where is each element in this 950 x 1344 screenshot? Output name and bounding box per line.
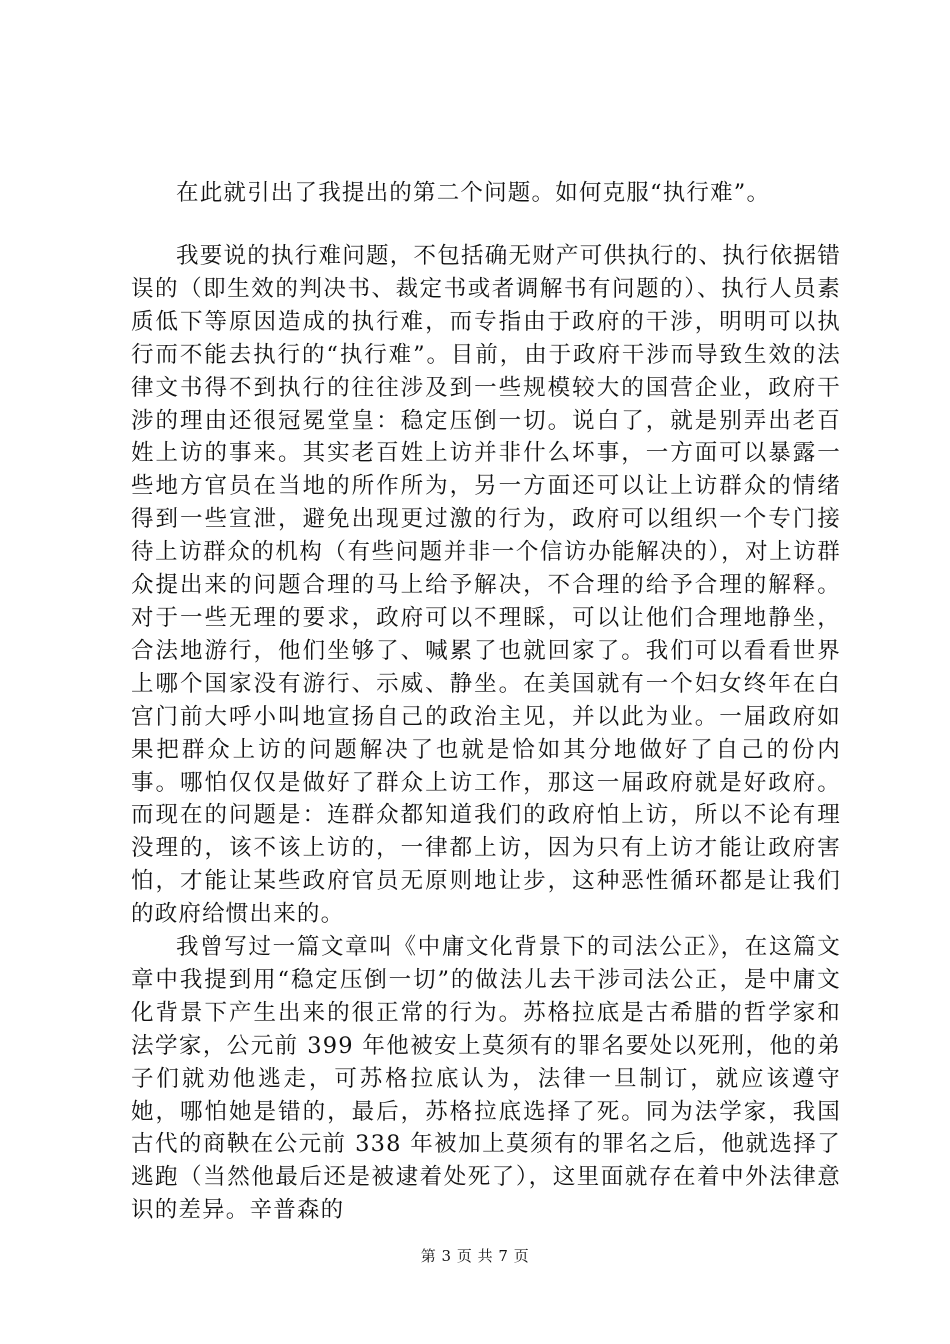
- page-number-label: 第 3 页 共 7 页: [420, 1247, 530, 1265]
- intro-section: [131, 177, 841, 210]
- paragraph-question: 在此就引出了我提出的第二个问题。如何克服“执行难”。: [176, 180, 771, 206]
- paragraph-enforcement: 我要说的执行难问题，不包括确无财产可供执行的、执行依据错误的（即生效的判决书、裁定书或者调解书有问题的）、执行人员素质低下等原因造成的执行难，而专指由于政府的干涉，明明可以执行而不能去执行的“执行难”。目前，由于政府干涉而导致生效的法律文书得不到执行的往往涉及到一些规模较大的国营企业，政府干涉的理由还很冠冕堂皇：稳定压倒一切。说白了，就是别弄出老百姓上访的事来。其实老百姓上访并非什么坏事，一方面可以暴露一些地方官员在当地的所作所为，另一方面还可以让上访群众的情绪得到一些宣泄，避免出现更过激的行为，政府可以组织一个专门接待上访群众的机构（有些问题并非一个信访办能解决的），对上访群众提出来的问题合理的马上给予解决，不合理的给予合理的解释。对于一些无理的要求，政府可以不理睬，可以让他们合理地静坐，合法地游行，他们坐够了、喊累了也就回家了。我们可以看看世界上哪个国家没有游行、示威、静坐。在美国就有一个妇女终年在白宫门前大呼小叫地宣扬自己的政治主见，并以此为业。一届政府如果把群众上访的问题解决了也就是恰如其分地做好了自己的份内事。哪怕仅仅是做好了群众上访工作，那这一届政府就是好政府。而现在的问题是：连群众都知道我们的政府怕上访，所以不论有理没理的，该不该上访的，一律都上访，因为只有上访才能让政府害怕，才能让某些政府官员无原则地让步，这种恶性循环都是让我们的政府给惯出来的。: [131, 243, 841, 928]
- body-section: [131, 240, 841, 1227]
- page-footer: [0, 1245, 950, 1266]
- paragraph-socrates: 我曾写过一篇文章叫《中庸文化背景下的司法公正》，在这篇文章中我提到用“稳定压倒一切”的做法儿去干涉司法公正，是中庸文化背景下产生出来的很正常的行为。苏格拉底是古希腊的哲学家和法学家，公元前 399 年他被安上莫须有的罪名要处以死刑，他的弟子们就劝他逃走，可苏格拉底认为，法律一旦制订，就应该遵守她，哪怕她是错的，最后，苏格拉底选择了死。同为法学家，我国古代的商鞅在公元前 338 年被加上莫须有的罪名之后，他就选择了逃跑（当然他最后还是被逮着处死了），这里面就存在着中外法律意识的差异。辛普森的: [131, 934, 841, 1224]
